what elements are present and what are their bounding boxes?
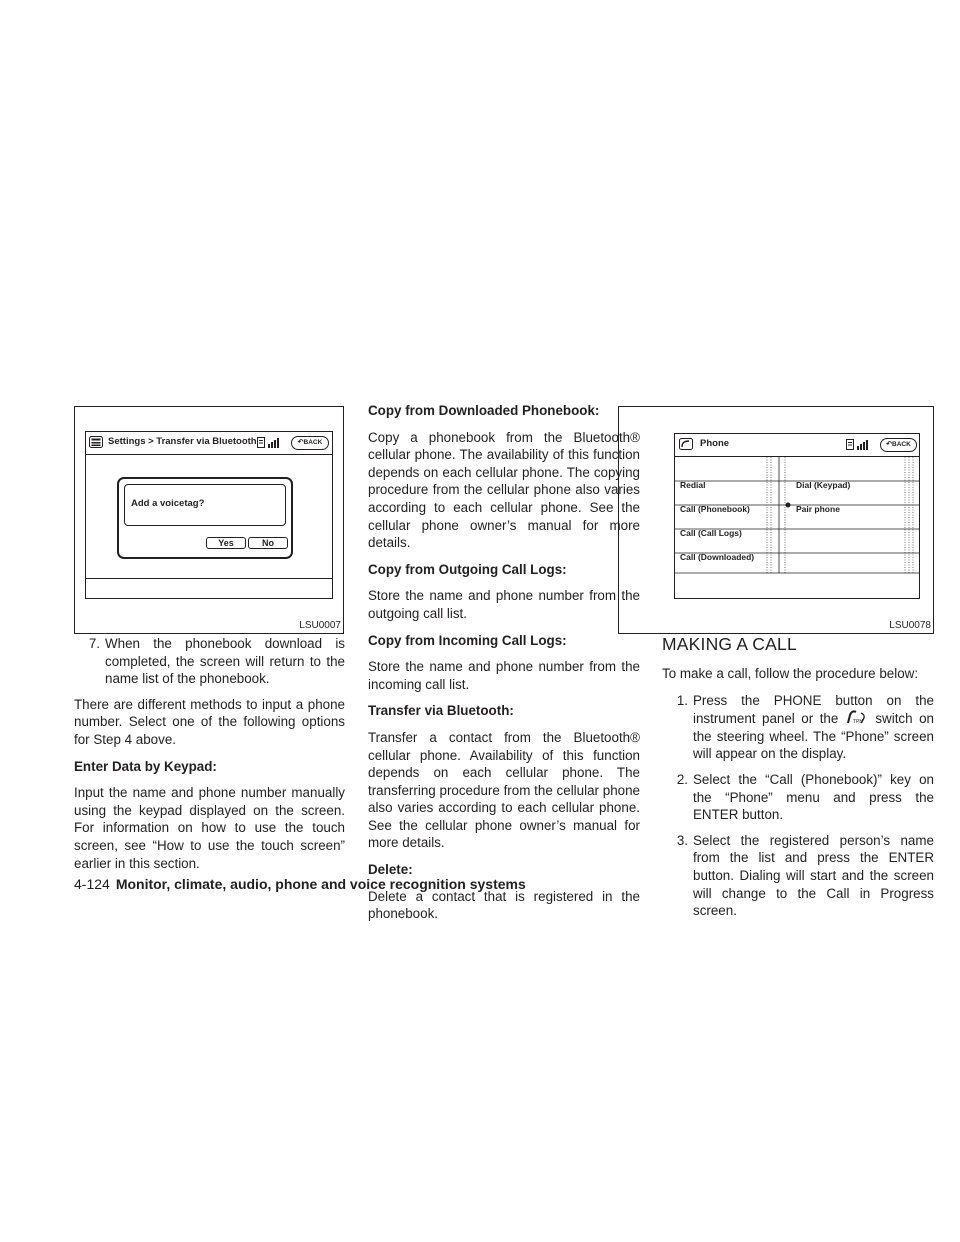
phone-icon [679,438,693,450]
downloaded-text: Copy a phonebook from the Bluetooth® cellular phone. The availability of this function depends on each cellular phone. The copying procedure from the cellular phone also varies according to each cellular phone. See the cellular phone owner’s manual for more details. [368,429,640,551]
screen-title-bar [86,432,332,455]
step-1-part-b: switch on the steering wheel. The “Phone” screen will appear on the display. [693,711,934,762]
screen-title-bar [675,434,919,457]
step-2 [662,771,934,824]
step-text: Select the registered person’s name from the list and press the ENTER button. Dialing will start and the screen will change to the Call in Progress screen. [693,832,934,919]
svg-text:TPH: TPH [852,719,863,726]
dialog-message: Add a voicetag? [131,498,205,509]
step-text: Select the “Call (Phonebook)” key on the “Phone” menu and press the ENTER button. [693,771,934,823]
settings-icon [89,436,103,448]
step-number: 3. [676,832,688,848]
menu-item-call-logs[interactable]: Call (Call Logs) [680,528,742,538]
back-arrow-icon: ↶ [297,439,304,446]
chapter-title: Monitor, climate, audio, phone and voice recognition systems [115,876,526,892]
transfer-heading: Transfer via Bluetooth: [368,703,514,719]
figure-add-voicetag [74,406,344,634]
screen-frame [85,431,333,599]
menu-item-redial[interactable]: Redial [680,480,706,490]
back-button[interactable] [291,436,329,450]
back-arrow-icon: ↶ [886,441,893,448]
column-1 [74,635,345,881]
keypad-text: Input the name and phone number manually using the keypad displayed on the screen. For information on how to use the touch screen, see “How to use the touch screen” earlier in this section. [74,785,345,871]
step-text: When the phonebook download is completed, the screen will return to the name list of the phonebook. [105,636,345,687]
figure-id: LSU0007 [299,620,341,631]
dialog-message-box [124,484,286,526]
signal-status-icon [257,437,283,449]
step-1-part-a: Press the PHONE button on the instrument panel or the [693,692,934,727]
menu-item-call-downloaded[interactable]: Call (Downloaded) [680,552,755,562]
voicetag-dialog [117,477,293,559]
menu-item-call-phonebook[interactable]: Call (Phonebook) [680,504,750,514]
screen-frame [674,433,920,599]
input-methods-intro: There are different methods to input a phone number. Select one of the following options for Step 4 above. [74,696,345,747]
section-title: MAKING A CALL [662,634,797,654]
column-2 [368,402,640,932]
step-text [693,692,934,763]
page-footer [74,876,526,892]
call-intro: To make a call, follow the procedure below: [662,666,919,681]
delete-text: Delete a contact that is registered in the phonebook. [368,888,640,922]
delete-heading: Delete: [368,862,413,878]
figure-id: LSU0078 [889,620,931,631]
page-number: 4-124 [74,876,110,892]
step-number: 2. [676,771,688,787]
back-label: BACK [892,441,911,448]
menu-item-dial-keypad[interactable]: Dial (Keypad) [796,480,851,490]
incoming-heading: Copy from Incoming Call Logs: [368,632,567,648]
step-3 [662,832,934,920]
breadcrumb: Settings > Transfer via Bluetooth [108,436,257,447]
transfer-text: Transfer a contact from the Bluetooth® cellular phone. Availability of this function depends on each cellular phone. The transferring procedure from the cellular phone also varies according to each cellular phone. See the cellular phone owner’s manual for more details. [368,729,640,851]
screen-divider [86,578,332,579]
phone-steering-switch-icon [845,709,869,725]
step-7 [74,635,345,688]
column-3 [662,665,934,928]
no-button[interactable]: No [248,537,288,549]
incoming-text: Store the name and phone number from the incoming call list. [368,659,640,692]
back-button[interactable] [880,438,917,452]
menu-item-pair-phone[interactable]: Pair phone [796,504,840,514]
step-number: 7. [88,636,100,651]
outgoing-heading: Copy from Outgoing Call Logs: [368,561,567,577]
outgoing-text: Store the name and phone number from the outgoing call list. [368,588,640,621]
figure-phone-menu [618,406,934,634]
step-1 [662,692,934,763]
yes-button[interactable]: Yes [206,537,246,549]
keypad-heading: Enter Data by Keypad: [74,758,217,774]
back-label: BACK [303,439,323,446]
signal-status-icon [846,439,872,451]
screen-title: Phone [700,438,730,449]
step-number: 1. [676,692,688,708]
downloaded-heading: Copy from Downloaded Phonebook: [368,403,600,418]
